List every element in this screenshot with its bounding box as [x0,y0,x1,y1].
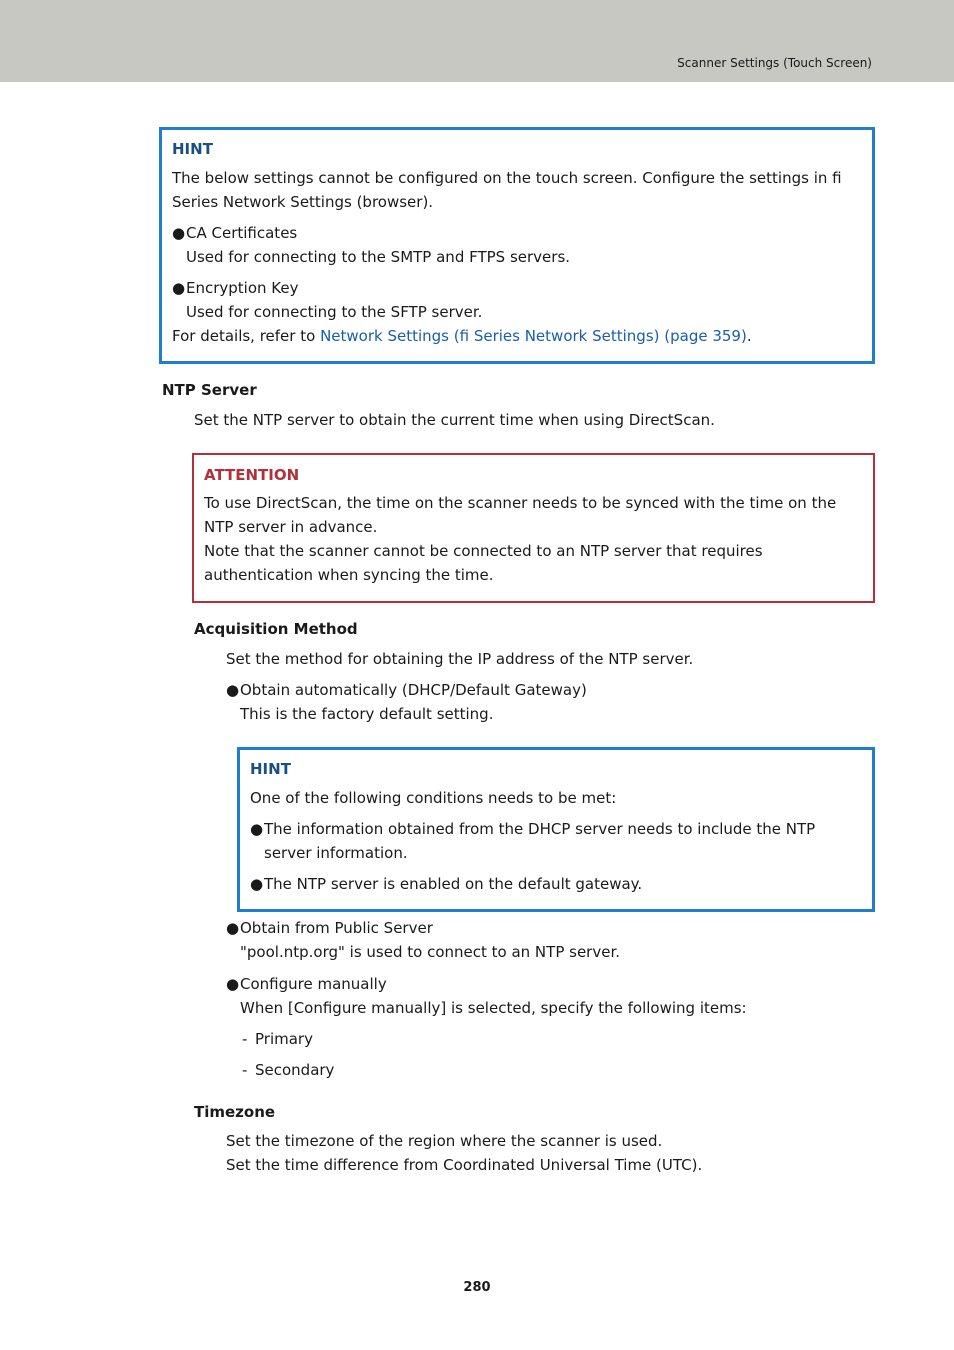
bullet-icon: ● [250,875,264,893]
bullet-icon: ● [172,224,186,242]
list-item [240,1058,866,1082]
hint-title: HINT [172,140,213,158]
timezone-heading: Timezone [194,1103,276,1121]
hint-box-conditions [237,747,875,912]
hint-box-network [159,127,875,364]
ntp-server-desc: Set the NTP server to obtain the current time when using DirectScan. [194,411,715,429]
ntp-server-heading: NTP Server [162,381,257,399]
acquisition-method-desc: Set the method for obtaining the IP address of the NTP server. [226,650,694,668]
condition-text: The information obtained from the DHCP server needs to include the NTP server information. [264,820,816,862]
option-desc: When [Configure manually] is selected, specify the following items: [240,999,747,1017]
dash-icon: - [242,1061,248,1079]
hint-details [172,324,862,348]
option-configure-manually [226,972,866,1082]
item-primary: Primary [255,1030,313,1048]
network-settings-link[interactable]: Network Settings (fi Series Network Settings) (page 359) [320,327,747,345]
option-label: Configure manually [240,975,387,993]
item-desc: Used for connecting to the SMTP and FTPS servers. [186,248,571,266]
item-label: Encryption Key [186,279,299,297]
item-secondary: Secondary [255,1061,335,1079]
hint-intro: The below settings cannot be configured on the touch screen. Configure the settings in fi Series Network Settings (browser). [172,169,842,211]
page-header [0,0,954,82]
attention-line-2: Note that the scanner cannot be connected to an NTP server that requires authentication when syncing the time. [204,542,763,584]
bullet-icon: ● [226,681,240,699]
hint-title: HINT [250,760,291,778]
timezone-line-2: Set the time difference from Coordinated Universal Time (UTC). [226,1156,703,1174]
attention-title: ATTENTION [204,466,300,484]
option-desc: "pool.ntp.org" is used to connect to an NTP server. [240,943,621,961]
list-item [172,221,862,269]
bullet-icon: ● [250,820,264,838]
bullet-icon: ● [226,919,240,937]
details-suffix: . [746,327,752,345]
item-label: CA Certificates [186,224,298,242]
option-desc: This is the factory default setting. [240,705,494,723]
timezone-line-1: Set the timezone of the region where the scanner is used. [226,1132,663,1150]
acquisition-method-heading: Acquisition Method [194,620,358,638]
dash-icon: - [242,1030,248,1048]
list-item [240,1027,866,1051]
option-label: Obtain automatically (DHCP/Default Gateway) [240,681,587,699]
list-item [250,872,862,896]
page-number: 280 [463,1280,491,1295]
details-prefix: For details, refer to [172,327,321,345]
attention-line-1: To use DirectScan, the time on the scanner needs to be synced with the time on the NTP server in advance. [204,494,837,536]
bullet-icon: ● [172,279,186,297]
attention-box [192,453,875,603]
header-title: Scanner Settings (Touch Screen) [677,56,872,70]
list-item [250,817,862,865]
bullet-icon: ● [226,975,240,993]
option-obtain-automatically [226,678,866,726]
item-desc: Used for connecting to the SFTP server. [186,303,483,321]
condition-text: The NTP server is enabled on the default gateway. [264,875,643,893]
option-label: Obtain from Public Server [240,919,433,937]
hint-intro: One of the following conditions needs to be met: [250,789,617,807]
timezone-desc [226,1129,702,1177]
list-item [172,276,862,324]
option-public-server [226,916,866,964]
